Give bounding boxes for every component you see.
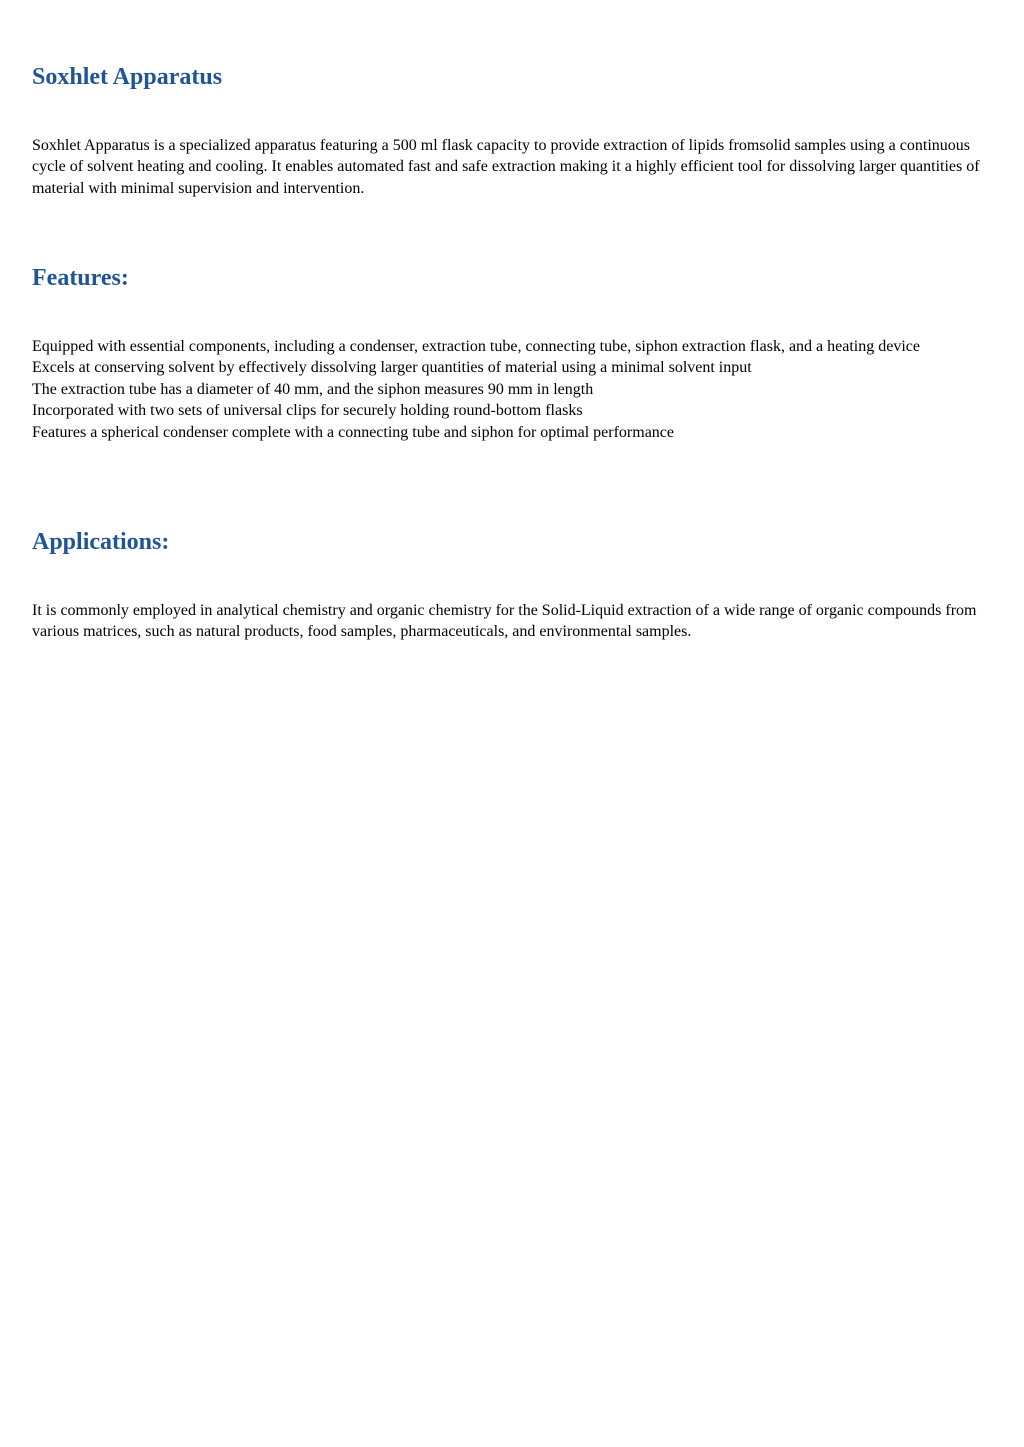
features-heading: Features: — [32, 265, 129, 291]
features-list — [32, 336, 992, 443]
intro-paragraph: Soxhlet Apparatus is a specialized apparatus featuring a 500 ml flask capacity to provide extraction of lipids fromsolid samples using a continuous cycle of solvent heating and cooling. It enables automated fast and safe extraction making it a highly efficient tool for dissolving larger quantities of material with minimal supervision and intervention. — [32, 137, 980, 197]
feature-item: Incorporated with two sets of universal clips for securely holding round-bottom flasks — [32, 402, 583, 420]
feature-item: The extraction tube has a diameter of 40 mm, and the siphon measures 90 mm in length — [32, 380, 594, 398]
feature-item: Features a spherical condenser complete with a connecting tube and siphon for optimal performance — [32, 423, 674, 441]
applications-heading: Applications: — [32, 529, 170, 555]
feature-item: Equipped with essential components, including a condenser, extraction tube, connecting tube, siphon extraction flask, and a heating device — [32, 338, 920, 355]
page-title: Soxhlet Apparatus — [32, 64, 223, 90]
applications-paragraph: It is commonly employed in analytical chemistry and organic chemistry for the Solid-Liquid extraction of a wide range of organic compounds from various matrices, such as natural products, food samples, pharmaceuticals, and environmental samples. — [32, 602, 977, 641]
feature-item: Excels at conserving solvent by effectively dissolving larger quantities of material using a minimal solvent input — [32, 359, 752, 377]
